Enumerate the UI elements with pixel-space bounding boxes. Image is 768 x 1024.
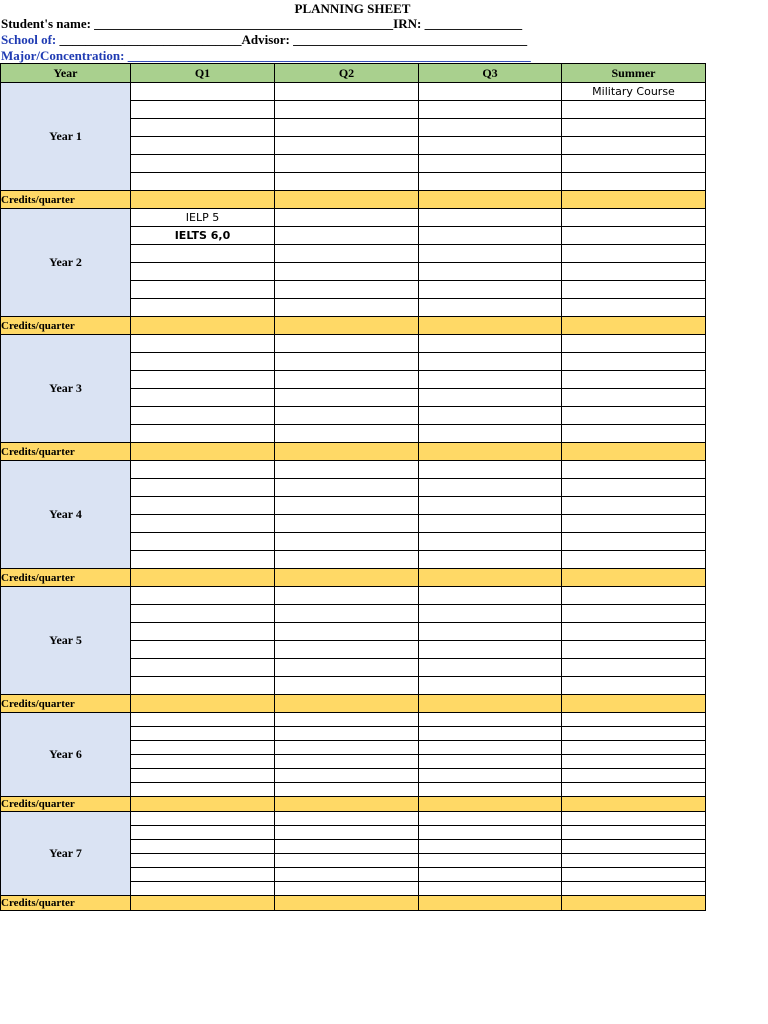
course-cell-q3[interactable] — [419, 83, 562, 101]
credits-cell-q2[interactable] — [275, 191, 419, 209]
course-cell-q1[interactable] — [131, 515, 275, 533]
course-cell-q3[interactable] — [419, 335, 562, 353]
table-row — [1, 209, 706, 227]
course-cell-summer[interactable] — [562, 227, 706, 245]
course-cell-q2[interactable] — [275, 389, 419, 407]
course-cell-q3[interactable] — [419, 727, 562, 741]
column-header-summer: Summer — [562, 64, 706, 83]
course-cell-q1[interactable] — [131, 101, 275, 119]
table-header-row — [1, 64, 706, 83]
course-cell-q1[interactable]: IELP 5 — [131, 209, 275, 227]
course-cell-q1[interactable] — [131, 868, 275, 882]
course-cell-q3[interactable] — [419, 623, 562, 641]
year-label: Year 2 — [1, 209, 131, 317]
course-cell-q2[interactable] — [275, 281, 419, 299]
course-cell-q2[interactable] — [275, 868, 419, 882]
course-cell-summer[interactable] — [562, 407, 706, 425]
course-cell-summer[interactable] — [562, 812, 706, 826]
course-cell-q1[interactable] — [131, 605, 275, 623]
course-cell-q2[interactable] — [275, 425, 419, 443]
credits-label: Credits/quarter — [1, 695, 131, 713]
course-cell-summer[interactable] — [562, 515, 706, 533]
course-cell-q2[interactable] — [275, 515, 419, 533]
course-cell-q3[interactable] — [419, 812, 562, 826]
course-cell-summer[interactable] — [562, 101, 706, 119]
course-cell-summer[interactable] — [562, 497, 706, 515]
course-cell-summer[interactable] — [562, 641, 706, 659]
year-label: Year 7 — [1, 812, 131, 896]
course-cell-summer[interactable] — [562, 425, 706, 443]
course-cell-q3[interactable] — [419, 713, 562, 727]
course-cell-summer[interactable] — [562, 281, 706, 299]
course-cell-q1[interactable] — [131, 371, 275, 389]
course-cell-q2[interactable] — [275, 882, 419, 896]
planning-table — [0, 63, 706, 911]
course-cell-q3[interactable] — [419, 840, 562, 854]
year-label: Year 4 — [1, 461, 131, 569]
year-label: Year 1 — [1, 83, 131, 191]
course-cell-summer[interactable] — [562, 137, 706, 155]
course-cell-summer[interactable] — [562, 868, 706, 882]
course-cell-q2[interactable] — [275, 812, 419, 826]
course-cell-q1[interactable] — [131, 461, 275, 479]
credits-label: Credits/quarter — [1, 317, 131, 335]
course-cell-q1[interactable] — [131, 551, 275, 569]
course-cell-summer[interactable] — [562, 155, 706, 173]
course-cell-q1[interactable] — [131, 783, 275, 797]
course-cell-q1[interactable] — [131, 119, 275, 137]
course-cell-summer[interactable] — [562, 263, 706, 281]
table-row — [1, 812, 706, 826]
credits-row — [1, 695, 706, 713]
course-cell-q2[interactable] — [275, 263, 419, 281]
course-cell-summer[interactable] — [562, 479, 706, 497]
student-name-line[interactable]: Student's name: ______________________________________________IRN: _______________ — [1, 16, 523, 31]
year-label: Year 3 — [1, 335, 131, 443]
course-cell-summer[interactable] — [562, 826, 706, 840]
credits-cell-q1[interactable] — [131, 569, 275, 587]
course-cell-q1[interactable] — [131, 425, 275, 443]
course-cell-summer[interactable] — [562, 173, 706, 191]
course-cell-q3[interactable] — [419, 299, 562, 317]
course-cell-q1[interactable] — [131, 641, 275, 659]
course-cell-q2[interactable] — [275, 551, 419, 569]
table-row — [1, 461, 706, 479]
course-cell-q3[interactable] — [419, 826, 562, 840]
course-cell-q1[interactable] — [131, 497, 275, 515]
course-cell-q3[interactable] — [419, 882, 562, 896]
course-cell-q2[interactable] — [275, 840, 419, 854]
course-cell-summer[interactable] — [562, 371, 706, 389]
course-cell-q3[interactable] — [419, 497, 562, 515]
credits-row — [1, 896, 706, 911]
course-cell-q3[interactable] — [419, 371, 562, 389]
course-cell-q2[interactable] — [275, 83, 419, 101]
course-cell-summer[interactable] — [562, 551, 706, 569]
course-cell-q3[interactable] — [419, 755, 562, 769]
course-cell-summer[interactable] — [562, 299, 706, 317]
course-cell-q3[interactable] — [419, 389, 562, 407]
course-cell-q3[interactable] — [419, 533, 562, 551]
credits-label: Credits/quarter — [1, 191, 131, 209]
credits-row — [1, 569, 706, 587]
course-cell-q2[interactable] — [275, 299, 419, 317]
course-cell-summer[interactable]: Military Course — [562, 83, 706, 101]
school-field[interactable]: ____________________________ — [56, 32, 242, 47]
course-cell-q3[interactable] — [419, 281, 562, 299]
column-header-q3: Q3 — [419, 64, 562, 83]
credits-cell-q2[interactable] — [275, 695, 419, 713]
course-cell-summer[interactable] — [562, 659, 706, 677]
course-cell-q3[interactable] — [419, 407, 562, 425]
credits-row — [1, 191, 706, 209]
credits-cell-q1[interactable] — [131, 317, 275, 335]
course-cell-summer[interactable] — [562, 882, 706, 896]
course-cell-q3[interactable] — [419, 587, 562, 605]
course-cell-q3[interactable] — [419, 137, 562, 155]
course-cell-q2[interactable] — [275, 533, 419, 551]
credits-cell-summer[interactable] — [562, 569, 706, 587]
credits-cell-q2[interactable] — [275, 443, 419, 461]
major-line[interactable]: Major/Concentration: ______________________________________________________________ — [1, 48, 531, 63]
course-cell-q1[interactable] — [131, 677, 275, 695]
course-cell-q1[interactable] — [131, 263, 275, 281]
course-cell-q1[interactable] — [131, 623, 275, 641]
course-cell-q1[interactable] — [131, 407, 275, 425]
course-cell-summer[interactable] — [562, 677, 706, 695]
course-cell-summer[interactable] — [562, 461, 706, 479]
course-cell-q3[interactable] — [419, 641, 562, 659]
course-cell-q3[interactable] — [419, 868, 562, 882]
course-cell-q3[interactable] — [419, 769, 562, 783]
page-title: PLANNING SHEET — [294, 1, 411, 16]
course-cell-q2[interactable] — [275, 479, 419, 497]
credits-cell-summer[interactable] — [562, 317, 706, 335]
course-cell-q3[interactable] — [419, 155, 562, 173]
course-cell-q3[interactable] — [419, 515, 562, 533]
course-cell-q1[interactable] — [131, 155, 275, 173]
course-cell-q1[interactable] — [131, 769, 275, 783]
credits-label: Credits/quarter — [1, 797, 131, 812]
course-cell-q1[interactable] — [131, 335, 275, 353]
credits-cell-summer[interactable] — [562, 896, 706, 911]
course-cell-q1[interactable] — [131, 854, 275, 868]
course-cell-q2[interactable] — [275, 227, 419, 245]
credits-cell-q3[interactable] — [419, 896, 562, 911]
course-cell-q1[interactable] — [131, 299, 275, 317]
course-cell-q3[interactable] — [419, 659, 562, 677]
credits-cell-summer[interactable] — [562, 797, 706, 812]
credits-cell-q3[interactable] — [419, 569, 562, 587]
credits-cell-q1[interactable] — [131, 191, 275, 209]
course-cell-q2[interactable] — [275, 677, 419, 695]
course-cell-q3[interactable] — [419, 425, 562, 443]
course-cell-summer[interactable] — [562, 209, 706, 227]
course-cell-summer[interactable] — [562, 245, 706, 263]
course-cell-summer[interactable] — [562, 783, 706, 797]
course-cell-q2[interactable] — [275, 755, 419, 769]
course-cell-q3[interactable] — [419, 227, 562, 245]
course-cell-q1[interactable] — [131, 812, 275, 826]
credits-row — [1, 443, 706, 461]
course-cell-q1[interactable] — [131, 533, 275, 551]
table-row — [1, 335, 706, 353]
course-cell-q2[interactable] — [275, 461, 419, 479]
course-cell-q2[interactable] — [275, 119, 419, 137]
course-cell-q1[interactable] — [131, 137, 275, 155]
course-cell-q3[interactable] — [419, 119, 562, 137]
credits-cell-q3[interactable] — [419, 443, 562, 461]
course-cell-summer[interactable] — [562, 353, 706, 371]
course-cell-q2[interactable] — [275, 137, 419, 155]
school-label: School of: — [1, 32, 57, 47]
course-cell-summer[interactable] — [562, 533, 706, 551]
credits-cell-q1[interactable] — [131, 797, 275, 812]
credits-cell-q3[interactable] — [419, 317, 562, 335]
advisor-field[interactable]: ____________________________________ — [289, 32, 528, 47]
course-cell-q2[interactable] — [275, 101, 419, 119]
course-cell-summer[interactable] — [562, 605, 706, 623]
advisor-label: Advisor: — [241, 32, 290, 47]
credits-row — [1, 797, 706, 812]
course-cell-q2[interactable] — [275, 353, 419, 371]
credits-cell-q1[interactable] — [131, 695, 275, 713]
course-cell-q2[interactable] — [275, 741, 419, 755]
course-cell-q2[interactable] — [275, 826, 419, 840]
credits-cell-q1[interactable] — [131, 896, 275, 911]
column-header-year: Year — [1, 64, 131, 83]
course-cell-summer[interactable] — [562, 755, 706, 769]
course-cell-summer[interactable] — [562, 741, 706, 755]
course-cell-q3[interactable] — [419, 461, 562, 479]
course-cell-q3[interactable] — [419, 677, 562, 695]
course-cell-q2[interactable] — [275, 623, 419, 641]
course-cell-q3[interactable] — [419, 551, 562, 569]
course-cell-q1[interactable]: IELTS 6,0 — [131, 227, 275, 245]
credits-cell-q3[interactable] — [419, 797, 562, 812]
table-row — [1, 713, 706, 727]
course-cell-q1[interactable] — [131, 840, 275, 854]
course-cell-q3[interactable] — [419, 353, 562, 371]
credits-label: Credits/quarter — [1, 443, 131, 461]
course-cell-q2[interactable] — [275, 587, 419, 605]
course-cell-q2[interactable] — [275, 605, 419, 623]
course-cell-summer[interactable] — [562, 119, 706, 137]
course-cell-q3[interactable] — [419, 605, 562, 623]
credits-cell-summer[interactable] — [562, 695, 706, 713]
course-cell-q2[interactable] — [275, 335, 419, 353]
course-cell-summer[interactable] — [562, 854, 706, 868]
course-cell-q1[interactable] — [131, 755, 275, 769]
course-cell-summer[interactable] — [562, 769, 706, 783]
course-cell-q1[interactable] — [131, 173, 275, 191]
course-cell-summer[interactable] — [562, 587, 706, 605]
course-cell-q1[interactable] — [131, 713, 275, 727]
year-label: Year 6 — [1, 713, 131, 797]
course-cell-q2[interactable] — [275, 854, 419, 868]
course-cell-q1[interactable] — [131, 353, 275, 371]
course-cell-q3[interactable] — [419, 245, 562, 263]
course-cell-summer[interactable] — [562, 713, 706, 727]
credits-label: Credits/quarter — [1, 569, 131, 587]
column-header-q1: Q1 — [131, 64, 275, 83]
credits-row — [1, 317, 706, 335]
course-cell-q1[interactable] — [131, 882, 275, 896]
course-cell-q1[interactable] — [131, 389, 275, 407]
course-cell-q3[interactable] — [419, 173, 562, 191]
course-cell-q1[interactable] — [131, 741, 275, 755]
course-cell-summer[interactable] — [562, 335, 706, 353]
course-cell-summer[interactable] — [562, 727, 706, 741]
course-cell-q2[interactable] — [275, 173, 419, 191]
course-cell-q3[interactable] — [419, 263, 562, 281]
course-cell-q3[interactable] — [419, 783, 562, 797]
credits-cell-summer[interactable] — [562, 191, 706, 209]
course-cell-q3[interactable] — [419, 741, 562, 755]
course-cell-q2[interactable] — [275, 659, 419, 677]
course-cell-q2[interactable] — [275, 371, 419, 389]
course-cell-q2[interactable] — [275, 769, 419, 783]
course-cell-q2[interactable] — [275, 155, 419, 173]
credits-cell-summer[interactable] — [562, 443, 706, 461]
course-cell-q2[interactable] — [275, 727, 419, 741]
course-cell-q3[interactable] — [419, 854, 562, 868]
course-cell-q1[interactable] — [131, 245, 275, 263]
course-cell-q1[interactable] — [131, 826, 275, 840]
school-advisor-line[interactable] — [1, 32, 527, 48]
credits-cell-q3[interactable] — [419, 191, 562, 209]
credits-cell-q2[interactable] — [275, 896, 419, 911]
table-row — [1, 587, 706, 605]
column-header-q2: Q2 — [275, 64, 419, 83]
credits-cell-q2[interactable] — [275, 569, 419, 587]
credits-cell-q2[interactable] — [275, 797, 419, 812]
course-cell-q2[interactable] — [275, 245, 419, 263]
credits-cell-q1[interactable] — [131, 443, 275, 461]
table-row — [1, 83, 706, 101]
course-cell-q2[interactable] — [275, 713, 419, 727]
course-cell-q1[interactable] — [131, 659, 275, 677]
course-cell-q2[interactable] — [275, 641, 419, 659]
course-cell-q1[interactable] — [131, 281, 275, 299]
credits-label: Credits/quarter — [1, 896, 131, 911]
credits-cell-q2[interactable] — [275, 317, 419, 335]
course-cell-q1[interactable] — [131, 83, 275, 101]
course-cell-q1[interactable] — [131, 587, 275, 605]
course-cell-summer[interactable] — [562, 840, 706, 854]
course-cell-q3[interactable] — [419, 479, 562, 497]
course-cell-q1[interactable] — [131, 727, 275, 741]
credits-cell-q3[interactable] — [419, 695, 562, 713]
year-label: Year 5 — [1, 587, 131, 695]
course-cell-q3[interactable] — [419, 209, 562, 227]
course-cell-q3[interactable] — [419, 101, 562, 119]
course-cell-summer[interactable] — [562, 623, 706, 641]
course-cell-q2[interactable] — [275, 497, 419, 515]
course-cell-q1[interactable] — [131, 479, 275, 497]
course-cell-q2[interactable] — [275, 209, 419, 227]
course-cell-q2[interactable] — [275, 407, 419, 425]
course-cell-q2[interactable] — [275, 783, 419, 797]
course-cell-summer[interactable] — [562, 389, 706, 407]
